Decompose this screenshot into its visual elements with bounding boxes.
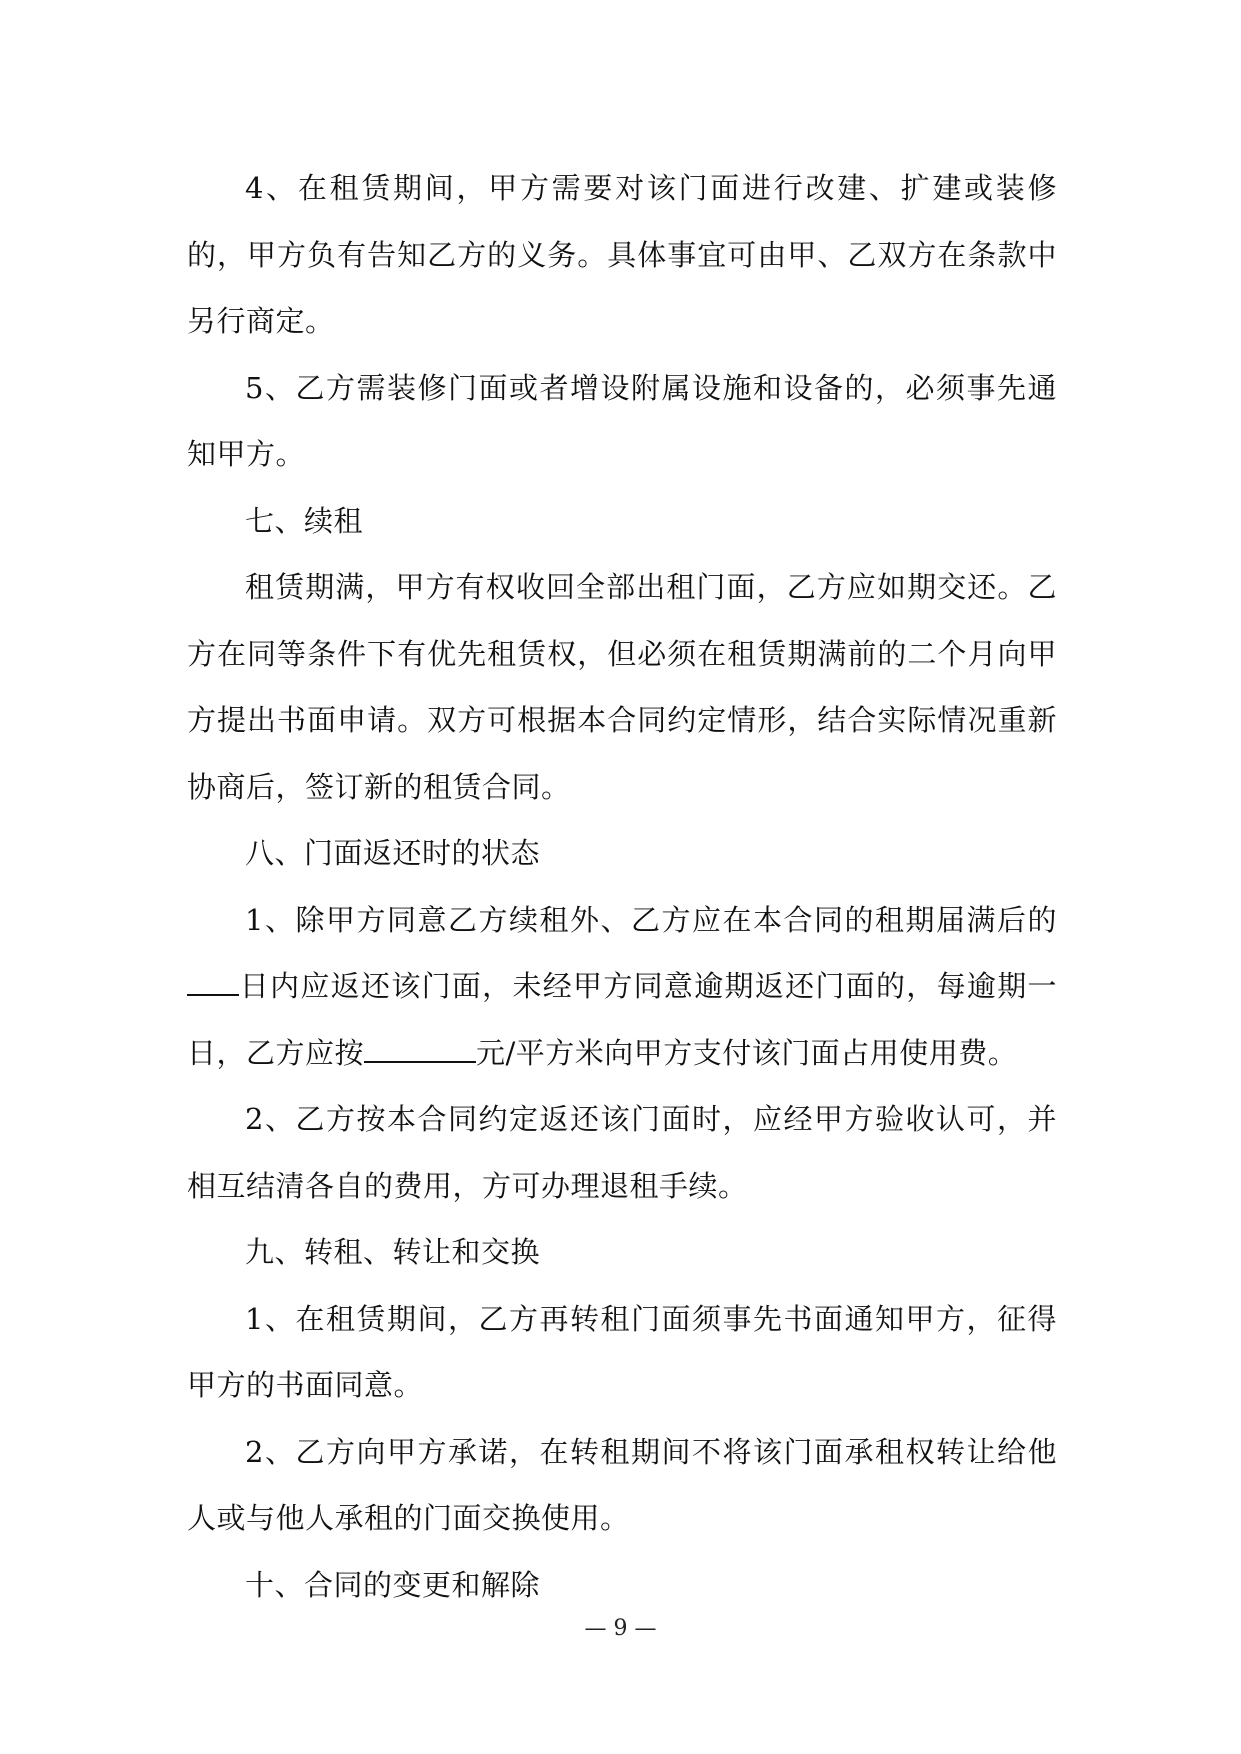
clause-9-1: 1、在租赁期间，乙方再转租门面须事先书面通知甲方，征得甲方的书面同意。 <box>187 1301 1057 1402</box>
clause-8-1-part-c: 元/平方米向甲方支付该门面占用使用费。 <box>476 1035 1018 1070</box>
clause-9-2: 2、乙方向甲方承诺，在转租期间不将该门面承租权转让给他人或与他人承租的门面交换使用。 <box>187 1434 1057 1535</box>
section-heading-7: 七、续租 <box>245 503 364 538</box>
fill-in-blank-amount <box>364 1035 476 1063</box>
clause-6-5: 5、乙方需装修门面或者增设附属设施和设备的，必须事先通知甲方。 <box>187 370 1057 471</box>
section-heading-9: 九、转租、转让和交换 <box>245 1235 541 1269</box>
clause-8-1-part-b: 日内应返还该门面，未经甲方同意逾期返还门面的，每逾期一日，乙方应按 <box>187 969 1057 1070</box>
clause-7-renewal: 租赁期满，甲方有权收回全部出租门面，乙方应如期交还。乙方在同等条件下有优先租赁权，但必须在租赁期满前的二个月向甲方提出书面申请。双方可根据本合同约定情形，结合实际情况重新协商后，签订新的租赁合同。 <box>187 570 1057 804</box>
clause-6-4: 4、在租赁期间，甲方需要对该门面进行改建、扩建或装修的，甲方负有告知乙方的义务。具体事宜可由甲、乙双方在条款中另行商定。 <box>187 171 1057 338</box>
section-heading-8: 八、门面返还时的状态 <box>245 836 541 870</box>
document-body <box>187 155 1057 1618</box>
clause-8-1-part-a: 1、除甲方同意乙方续租外、乙方应在本合同的租期届满后的 <box>245 902 1057 937</box>
clause-8-2: 2、乙方按本合同约定返还该门面时，应经甲方验收认可，并相互结清各自的费用，方可办理退租手续。 <box>187 1102 1057 1203</box>
clause-8-1 <box>187 887 1057 1087</box>
fill-in-blank-days <box>187 968 239 996</box>
page-number: — 9 — <box>584 1616 657 1641</box>
section-heading-10: 十、合同的变更和解除 <box>245 1567 541 1602</box>
